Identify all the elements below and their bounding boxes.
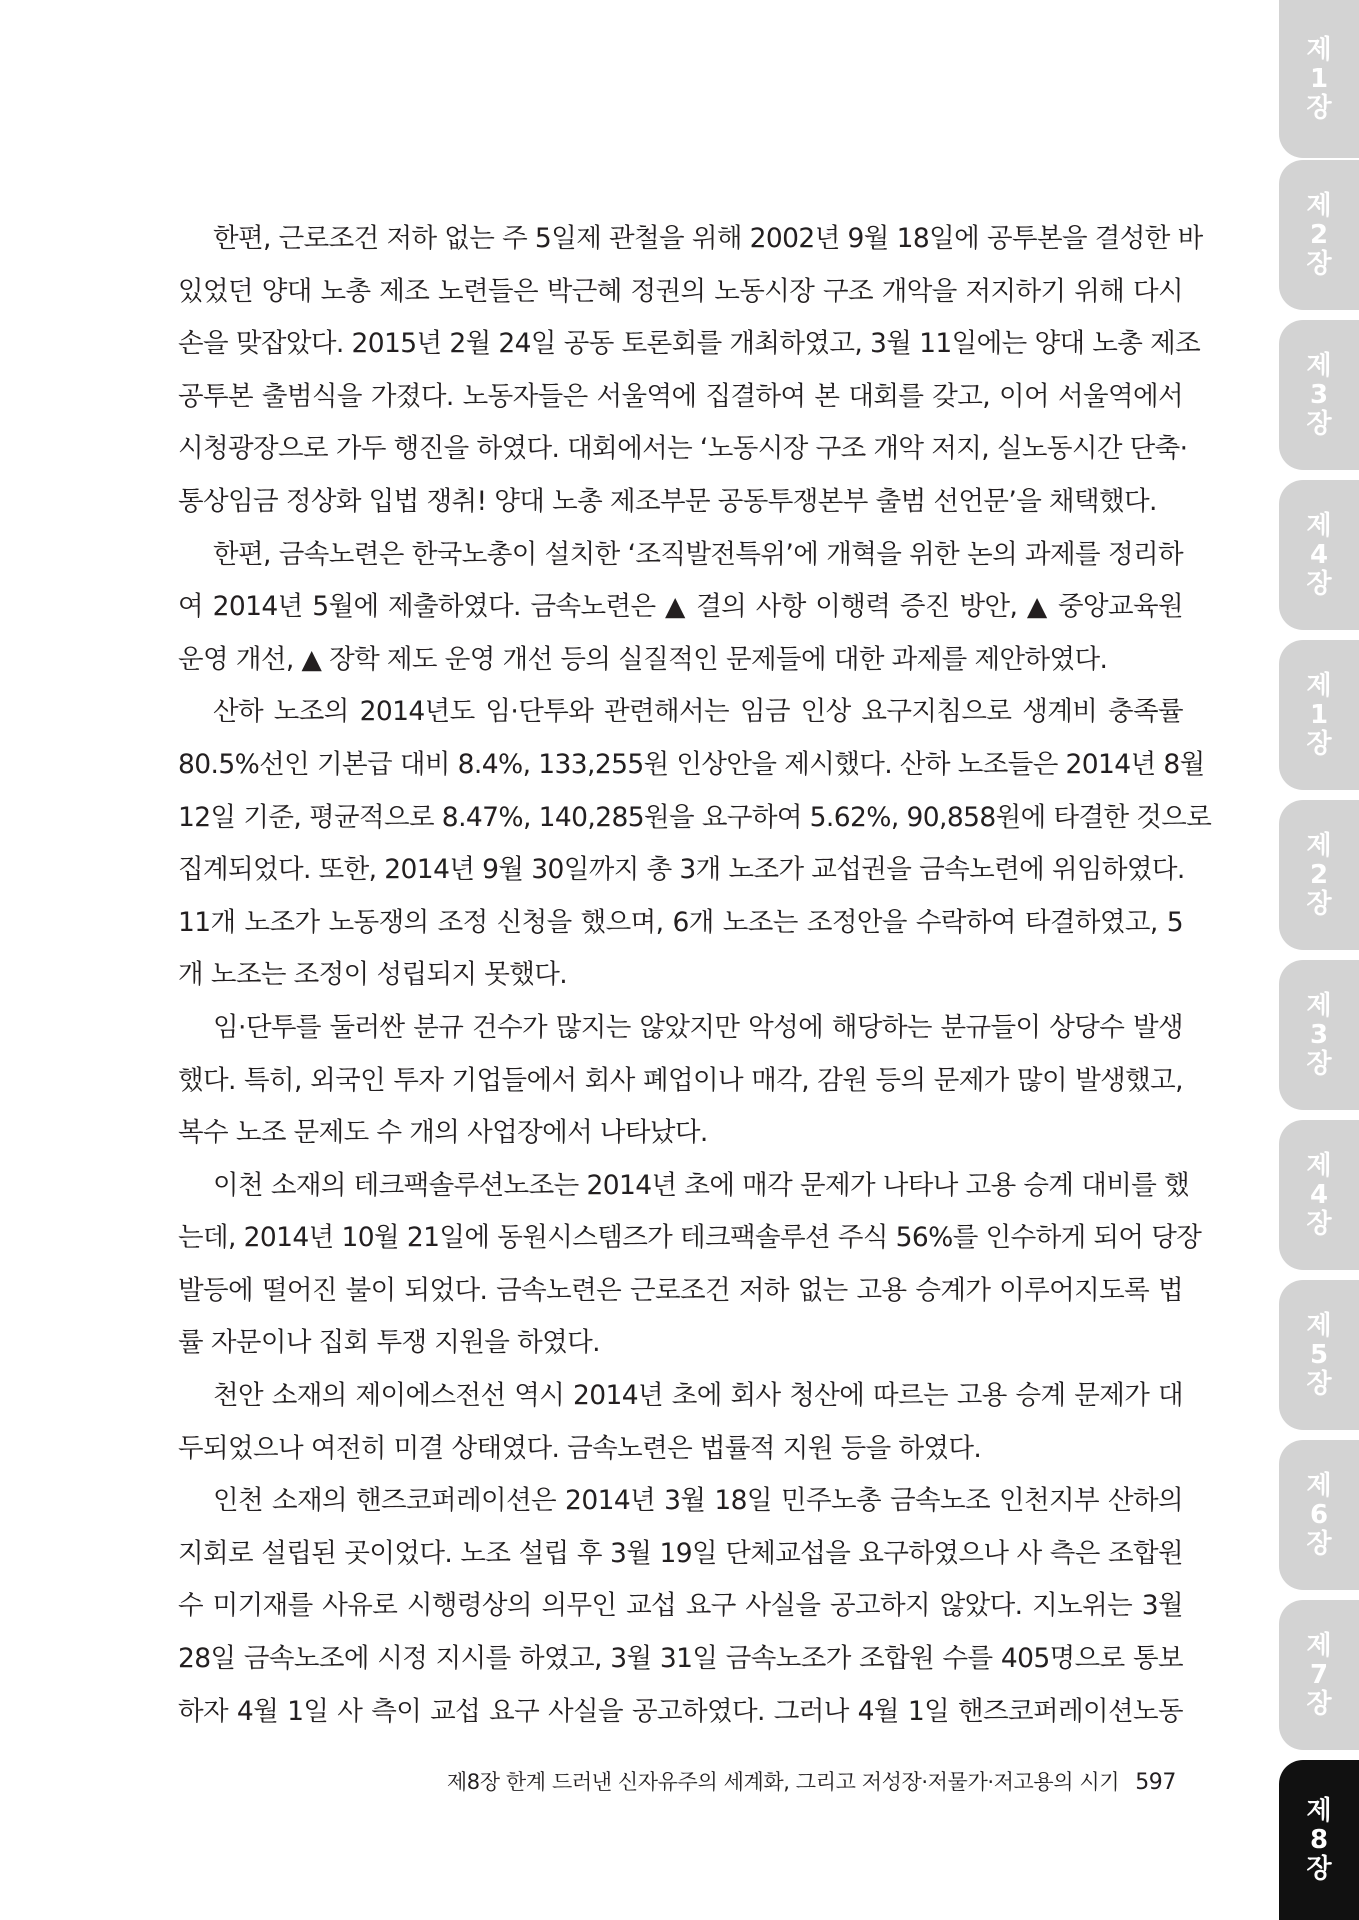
text-line: 했다. 특히, 외국인 투자 기업들에서 회사 폐업이나 매각, 감원 등의 문제가 많이 발생했고, <box>178 1064 1183 1096</box>
chapter-tab-strip <box>1275 0 1359 1920</box>
text-line: 80.5%선인 기본급 대비 8.4%, 133,255원 인상안을 제시했다. 산하 노조들은 2014년 8월 <box>178 748 1205 780</box>
chapter-tab-char: 2 <box>1309 219 1329 250</box>
text-line: 공투본 출범식을 가졌다. 노동자들은 서울역에 집결하여 본 대회를 갖고, 이어 서울역에서 <box>178 380 1183 412</box>
text-line: 천안 소재의 제이에스전선 역시 2014년 초에 회사 청산에 따르는 고용 승계 문제가 대 <box>213 1380 1183 1412</box>
chapter-tab-5[interactable] <box>1279 640 1359 790</box>
text-line: 28일 금속노조에 시정 지시를 하였고, 3월 31일 금속노조가 조합원 수를 405명으로 통보 <box>178 1643 1183 1675</box>
chapter-tab-char: 제 <box>1306 670 1332 701</box>
text-line: 11개 노조가 노동쟁의 조정 신청을 했으며, 6개 노조는 조정안을 수락하여 타결하였고, 5 <box>178 906 1183 938</box>
running-footer <box>447 1766 1176 1796</box>
chapter-tab-11[interactable] <box>1279 1600 1359 1750</box>
chapter-tab-2[interactable] <box>1279 160 1359 310</box>
text-line: 인천 소재의 핸즈코퍼레이션은 2014년 3월 18일 민주노총 금속노조 인천지부 산하의 <box>213 1485 1183 1517</box>
text-line: 여 2014년 5월에 제출하였다. 금속노련은 ▲ 결의 사항 이행력 증진 방안, ▲ 중앙교육원 <box>178 591 1183 623</box>
chapter-tab-char: 3 <box>1309 1019 1329 1050</box>
chapter-tab-char: 4 <box>1309 539 1329 570</box>
chapter-tab-char: 7 <box>1309 1659 1329 1690</box>
text-line: 12일 기준, 평균적으로 8.47%, 140,285원을 요구하여 5.62%, 90,858원에 타결한 것으로 <box>178 801 1212 833</box>
chapter-tab-char: 제 <box>1306 830 1332 861</box>
text-line: 집계되었다. 또한, 2014년 9월 30일까지 총 3개 노조가 교섭권을 금속노련에 위임하였다. <box>178 854 1185 886</box>
text-line: 시청광장으로 가두 행진을 하였다. 대회에서는 ‘노동시장 구조 개악 저지, 실노동시간 단축· <box>178 433 1188 465</box>
text-line: 운영 개선, ▲ 장학 제도 운영 개선 등의 실질적인 문제들에 대한 과제를 제안하였다. <box>178 643 1108 675</box>
chapter-tab-char: 3 <box>1309 379 1329 410</box>
body-text <box>178 213 1212 1738</box>
chapter-tab-char: 장 <box>1306 1853 1332 1884</box>
chapter-tab-1[interactable] <box>1279 0 1359 158</box>
text-line: 두되었으나 여전히 미결 상태였다. 금속노련은 법률적 지원 등을 하였다. <box>178 1432 982 1464</box>
chapter-tab-12[interactable] <box>1279 1760 1359 1920</box>
text-line: 하자 4월 1일 사 측이 교섭 요구 사실을 공고하였다. 그러나 4월 1일 핸즈코퍼레이션노동 <box>178 1695 1183 1727</box>
chapter-tab-char: 장 <box>1306 92 1332 123</box>
text-line: 복수 노조 문제도 수 개의 사업장에서 나타났다. <box>178 1117 708 1149</box>
chapter-tab-char: 장 <box>1306 1368 1332 1399</box>
text-line: 한편, 금속노련은 한국노총이 설치한 ‘조직발전특위’에 개혁을 위한 논의 과제를 정리하 <box>213 538 1183 570</box>
chapter-tab-10[interactable] <box>1279 1440 1359 1590</box>
chapter-tab-char: 제 <box>1306 1630 1332 1661</box>
chapter-tab-char: 제 <box>1306 190 1332 221</box>
text-line: 있었던 양대 노총 제조 노련들은 박근혜 정권의 노동시장 구조 개악을 저지하기 위해 다시 <box>178 275 1183 307</box>
chapter-tab-char: 제 <box>1306 350 1332 381</box>
chapter-tab-char: 제 <box>1306 34 1332 65</box>
chapter-tab-char: 제 <box>1306 990 1332 1021</box>
text-line: 한편, 근로조건 저하 없는 주 5일제 관철을 위해 2002년 9월 18일에 공투본을 결성한 바 <box>213 223 1203 254</box>
chapter-tab-4[interactable] <box>1279 480 1359 630</box>
text-line: 임·단투를 둘러싼 분규 건수가 많지는 않았지만 악성에 해당하는 분규들이 상당수 발생 <box>213 1011 1183 1043</box>
chapter-tab-char: 장 <box>1306 1048 1332 1079</box>
text-line: 는데, 2014년 10월 21일에 동원시스템즈가 테크팩솔루션 주식 56%를 인수하게 되어 당장 <box>178 1222 1202 1254</box>
chapter-tab-char: 장 <box>1306 408 1332 439</box>
chapter-tab-char: 1 <box>1309 63 1329 94</box>
chapter-tab-char: 4 <box>1309 1179 1329 1210</box>
chapter-tab-char: 6 <box>1309 1499 1329 1530</box>
text-line: 수 미기재를 사유로 시행령상의 의무인 교섭 요구 사실을 공고하지 않았다. 지노위는 3월 <box>178 1590 1183 1622</box>
chapter-tab-char: 8 <box>1309 1824 1329 1855</box>
chapter-tab-9[interactable] <box>1279 1280 1359 1430</box>
chapter-tab-char: 제 <box>1306 1310 1332 1341</box>
text-line: 개 노조는 조정이 성립되지 못했다. <box>178 959 568 991</box>
chapter-tab-char: 5 <box>1309 1339 1329 1370</box>
chapter-tab-6[interactable] <box>1279 800 1359 950</box>
chapter-tab-3[interactable] <box>1279 320 1359 470</box>
text-line: 통상임금 정상화 입법 쟁취! 양대 노총 제조부문 공동투쟁본부 출범 선언문’을 채택했다. <box>178 485 1157 517</box>
chapter-tab-char: 2 <box>1309 859 1329 890</box>
text-line: 발등에 떨어진 불이 되었다. 금속노련은 근로조건 저하 없는 고용 승계가 이루어지도록 법 <box>178 1274 1183 1306</box>
text-line: 손을 맞잡았다. 2015년 2월 24일 공동 토론회를 개최하였고, 3월 11일에는 양대 노총 제조 <box>178 328 1201 360</box>
chapter-tab-char: 1 <box>1309 699 1329 730</box>
text-line: 지회로 설립된 곳이었다. 노조 설립 후 3월 19일 단체교섭을 요구하였으나 사 측은 조합원 <box>178 1537 1183 1569</box>
chapter-tab-char: 제 <box>1306 1470 1332 1501</box>
chapter-tab-char: 제 <box>1306 1150 1332 1181</box>
chapter-tab-char: 장 <box>1306 728 1332 759</box>
chapter-tab-char: 장 <box>1306 1688 1332 1719</box>
page-number: 597 <box>1135 1770 1176 1795</box>
chapter-tab-char: 장 <box>1306 1528 1332 1559</box>
text-line: 산하 노조의 2014년도 임·단투와 관련해서는 임금 인상 요구지침으로 생계비 충족률 <box>213 696 1183 728</box>
chapter-tab-char: 장 <box>1306 568 1332 599</box>
footer-chapter-title: 제8장 한계 드러낸 신자유주의 세계화, 그리고 저성장·저물가·저고용의 시기 <box>446 1770 1120 1794</box>
chapter-tab-char: 장 <box>1306 248 1332 279</box>
chapter-tab-char: 장 <box>1306 888 1332 919</box>
chapter-tab-char: 제 <box>1306 1795 1332 1826</box>
chapter-tab-char: 장 <box>1306 1208 1332 1239</box>
chapter-tab-7[interactable] <box>1279 960 1359 1110</box>
text-line: 이천 소재의 테크팩솔루션노조는 2014년 초에 매각 문제가 나타나 고용 승계 대비를 했 <box>213 1169 1190 1201</box>
chapter-tab-8[interactable] <box>1279 1120 1359 1270</box>
text-line: 률 자문이나 집회 투쟁 지원을 하였다. <box>178 1327 600 1359</box>
chapter-tab-char: 제 <box>1306 510 1332 541</box>
